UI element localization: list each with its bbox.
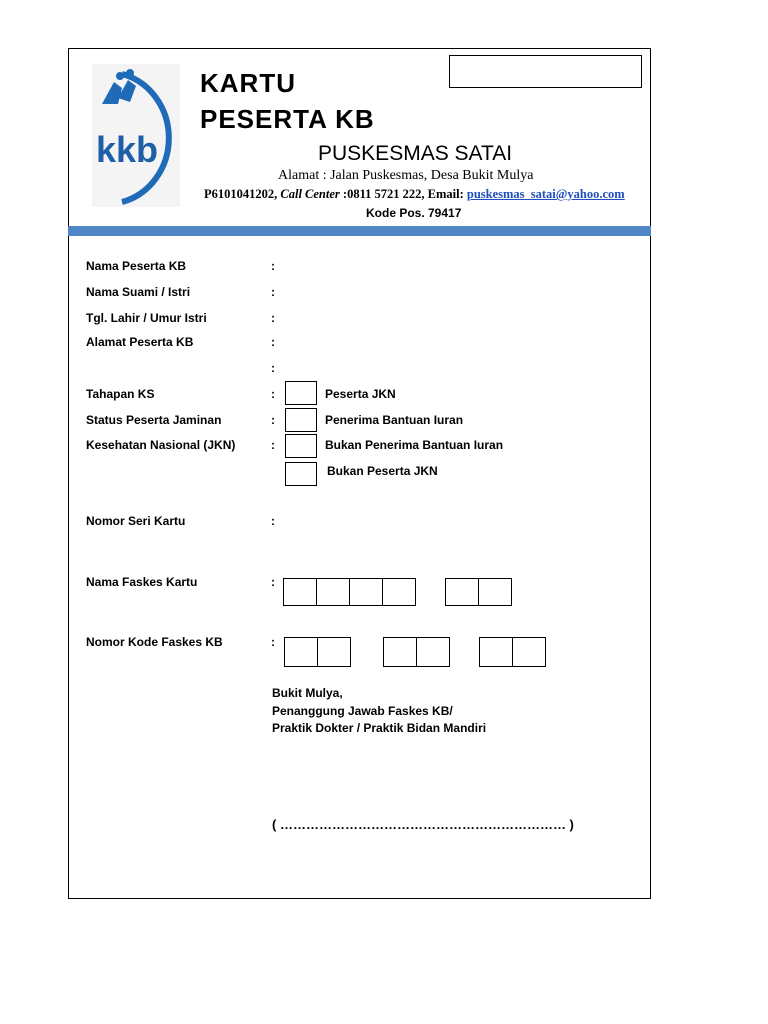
- label-kesehatan: Kesehatan Nasional (JKN): [86, 438, 236, 452]
- kode-digit-box[interactable]: [479, 637, 513, 667]
- call-center-value: :0811 5721 222,: [342, 187, 425, 201]
- faskes-digit-box[interactable]: [382, 578, 416, 606]
- colon: :: [271, 335, 275, 349]
- colon: :: [271, 361, 275, 375]
- figure-head-icon: [116, 72, 124, 80]
- colon: :: [271, 413, 275, 427]
- faskes-digit-box[interactable]: [349, 578, 383, 606]
- kode-digit-box[interactable]: [512, 637, 546, 667]
- option-bukan-peserta: Bukan Peserta JKN: [327, 464, 438, 478]
- top-right-box: [449, 55, 642, 88]
- colon: :: [271, 259, 275, 273]
- signature-role-2: Praktik Dokter / Praktik Bidan Mandiri: [272, 721, 487, 735]
- kode-digit-box[interactable]: [284, 637, 318, 667]
- puskesmas-name: PUSKESMAS SATAI: [318, 142, 513, 165]
- signature-place: Bukit Mulya,: [272, 686, 343, 700]
- kode-pos: Kode Pos. 79417: [366, 206, 462, 220]
- label-tahapan: Tahapan KS: [86, 387, 155, 401]
- checkbox-bukan-penerima[interactable]: [285, 434, 317, 458]
- colon: :: [271, 575, 275, 589]
- label-tgl-lahir: Tgl. Lahir / Umur Istri: [86, 311, 207, 325]
- email-link[interactable]: puskesmas_satai@yahoo.com: [466, 187, 625, 201]
- faskes-digit-box[interactable]: [316, 578, 350, 606]
- kode-digit-box[interactable]: [383, 637, 417, 667]
- label-nomor-kode-faskes: Nomor Kode Faskes KB: [86, 635, 223, 649]
- label-alamat: Alamat Peserta KB: [86, 335, 194, 349]
- call-center-label: Call Center: [280, 187, 340, 201]
- kode-digit-box[interactable]: [317, 637, 351, 667]
- option-penerima-bantuan: Penerima Bantuan Iuran: [325, 413, 464, 427]
- faskes-digit-box[interactable]: [445, 578, 479, 606]
- colon: :: [271, 635, 275, 649]
- facility-code: P6101041202,: [204, 187, 278, 201]
- signature-role-1: Penanggung Jawab Faskes KB/: [272, 704, 453, 718]
- logo-text: kkb: [96, 129, 159, 170]
- colon: :: [271, 285, 275, 299]
- address: Alamat : Jalan Puskesmas, Desa Bukit Mulya: [278, 168, 534, 183]
- colon: :: [271, 387, 275, 401]
- contact-line: [204, 187, 625, 202]
- option-bukan-penerima: Bukan Penerima Bantuan Iuran: [325, 438, 504, 452]
- title-line1: KARTU: [200, 68, 296, 98]
- title-line2: PESERTA KB: [200, 104, 375, 134]
- label-status-jaminan: Status Peserta Jaminan: [86, 413, 222, 427]
- label-nomor-seri: Nomor Seri Kartu: [86, 514, 186, 528]
- checkbox-penerima-bantuan[interactable]: [285, 408, 317, 432]
- figure-head-icon: [126, 69, 134, 77]
- label-nama-suami: Nama Suami / Istri: [86, 285, 191, 299]
- kode-digit-box[interactable]: [416, 637, 450, 667]
- signature-line: ( ………………………………………………………… ): [272, 817, 574, 832]
- colon: :: [271, 311, 275, 325]
- faskes-digit-box[interactable]: [283, 578, 317, 606]
- checkbox-bukan-peserta[interactable]: [285, 462, 317, 486]
- option-peserta-jkn: Peserta JKN: [325, 387, 396, 401]
- faskes-digit-box[interactable]: [478, 578, 512, 606]
- colon: :: [271, 514, 275, 528]
- email-label: Email:: [427, 187, 464, 201]
- kkb-logo: [92, 64, 180, 207]
- header-band: [68, 226, 651, 236]
- label-nama-peserta: Nama Peserta KB: [86, 259, 187, 273]
- label-nama-faskes: Nama Faskes Kartu: [86, 575, 198, 589]
- checkbox-peserta-jkn[interactable]: [285, 381, 317, 405]
- colon: :: [271, 438, 275, 452]
